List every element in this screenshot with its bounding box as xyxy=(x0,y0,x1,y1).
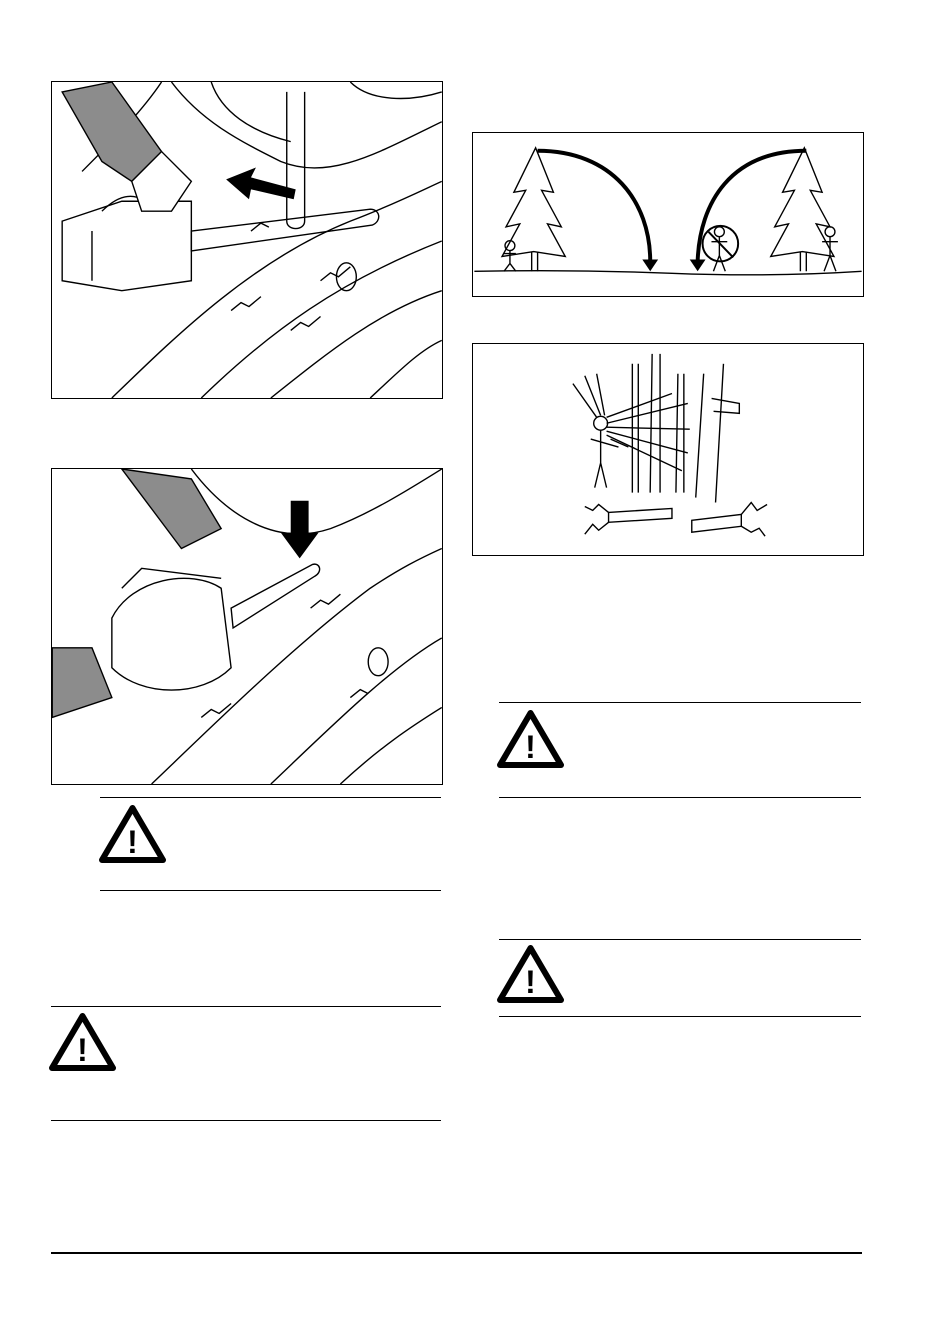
down-arrow xyxy=(281,501,319,559)
warning-rule-bottom xyxy=(100,890,441,891)
warning-rule-bottom xyxy=(499,1016,861,1017)
footer-rule xyxy=(51,1252,862,1254)
warning-triangle-icon xyxy=(497,945,564,1003)
warning-rule-top xyxy=(100,797,441,798)
svg-text:!: ! xyxy=(127,824,138,860)
figure-lodged-trees xyxy=(472,343,864,556)
warning-rule-top xyxy=(499,702,861,703)
lodged-tree-illustration xyxy=(473,344,863,555)
warning-triangle-icon xyxy=(497,710,564,768)
warning-rule-bottom xyxy=(499,797,861,798)
svg-text:!: ! xyxy=(77,1032,88,1068)
svg-text:!: ! xyxy=(525,729,536,765)
warning-rule-top xyxy=(499,939,861,940)
warning-rule-top xyxy=(51,1006,441,1007)
warning-triangle-icon xyxy=(99,805,166,863)
figure-felling-danger-zone xyxy=(472,132,864,297)
warning-rule-bottom xyxy=(51,1120,441,1121)
svg-text:!: ! xyxy=(525,964,536,1000)
felling-arc-illustration xyxy=(473,133,863,296)
chainsaw-lever-illustration xyxy=(52,82,442,398)
push-arrow xyxy=(226,167,296,199)
warning-triangle-icon xyxy=(49,1013,116,1071)
figure-cut-from-above xyxy=(51,468,443,785)
figure-pry-trapped-bar xyxy=(51,81,443,399)
chainsaw-down-cut-illustration xyxy=(52,469,442,784)
